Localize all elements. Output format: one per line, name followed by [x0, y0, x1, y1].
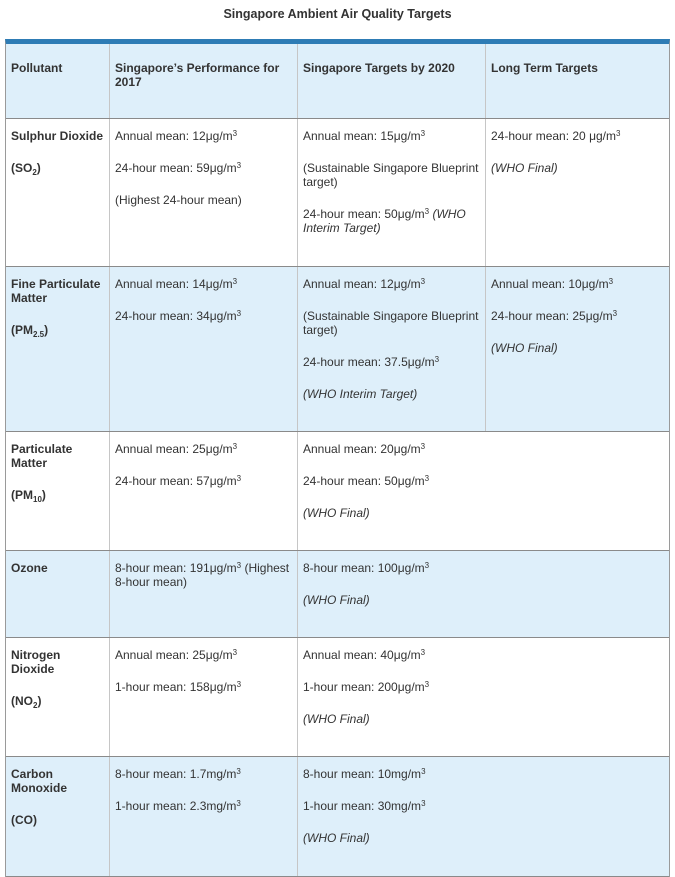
entry — [303, 277, 480, 291]
entry-text: 24-hour mean: 59μg/m — [115, 161, 237, 175]
entry-text: 1-hour mean: 2.3mg/m — [115, 799, 237, 813]
entry — [491, 161, 664, 175]
entry-superscript: 3 — [608, 277, 614, 286]
entry — [303, 161, 480, 189]
long-term-cell — [486, 119, 669, 266]
table-row — [6, 638, 669, 757]
entry — [115, 680, 292, 694]
entry-text: Annual mean: 12μg/m — [115, 129, 233, 143]
pollutant-cell — [6, 638, 110, 756]
header-pollutant: Pollutant — [6, 44, 110, 118]
entry-text: 8-hour mean: 1.7mg/m — [115, 767, 237, 781]
targets-2020-cell — [298, 551, 669, 637]
entry — [115, 442, 292, 456]
entry-text: Annual mean: 10μg/m — [491, 277, 609, 291]
table-row — [6, 119, 669, 267]
table-row — [6, 267, 669, 432]
entry-superscript: 3 — [615, 129, 621, 138]
entry-note: (WHO Final) — [303, 712, 370, 726]
entry — [303, 129, 480, 143]
entry-superscript: 3 — [236, 799, 241, 808]
performance-2017-cell — [110, 757, 298, 876]
entry-text: 24-hour mean: 57μg/m — [115, 474, 237, 488]
table-header-row — [6, 44, 669, 119]
entry — [115, 161, 292, 175]
entry-superscript: 3 — [236, 309, 242, 318]
entry-note: (WHO Final) — [303, 593, 370, 607]
pollutant-name: Particulate Matter — [11, 442, 73, 470]
entry-superscript: 3 — [236, 474, 242, 483]
entry-text: (Highest 24-hour mean) — [115, 193, 242, 207]
entry-text: 24-hour mean: 20 μg/m — [491, 129, 616, 143]
table-row — [6, 432, 669, 551]
entry-text: 1-hour mean: 30mg/m — [303, 799, 422, 813]
formula-subscript: 2 — [32, 168, 37, 177]
performance-2017-cell — [110, 432, 298, 550]
entry — [303, 474, 664, 488]
pollutant-name: Carbon Monoxide — [11, 767, 67, 795]
entry-text: 24-hour mean: 50μg/m — [303, 474, 425, 488]
entry-superscript: 3 — [434, 355, 440, 364]
entry — [303, 561, 664, 575]
table-row — [6, 757, 669, 877]
entry-superscript: 3 — [232, 442, 238, 451]
entry — [115, 561, 292, 589]
entry-text: 8-hour mean: 100μg/m — [303, 561, 425, 575]
formula-base: PM — [15, 488, 33, 502]
entry-note: (WHO Final) — [491, 341, 558, 355]
targets-2020-cell — [298, 119, 486, 266]
entry — [491, 277, 664, 291]
entry-superscript: 3 — [420, 129, 426, 138]
header-long-term: Long Term Targets — [491, 61, 598, 75]
entry — [303, 799, 664, 813]
header-performance-2017: Singapore’s Performance for 2017 — [110, 44, 298, 118]
air-quality-table — [5, 39, 670, 877]
entry — [303, 387, 480, 401]
entry-superscript: 3 — [424, 680, 430, 689]
targets-2020-cell — [298, 267, 486, 431]
header-targets-2020: Singapore Targets by 2020 — [298, 44, 486, 118]
entry — [303, 767, 664, 781]
pollutant-name: Nitrogen Dioxide — [11, 648, 61, 676]
pollutant-cell — [6, 119, 110, 266]
entry-text: 8-hour mean: 191μg/m — [115, 561, 237, 575]
pollutant-formula: $(SO_2)$ — [11, 161, 41, 177]
entry-text: 24-hour mean: 34μg/m — [115, 309, 237, 323]
entry — [115, 799, 292, 813]
pollutant-cell — [6, 432, 110, 550]
entry-note: (WHO Final) — [491, 161, 558, 175]
table-row — [6, 551, 669, 638]
targets-2020-cell — [298, 638, 669, 756]
performance-2017-cell — [110, 638, 298, 756]
entry-superscript: 3 — [236, 161, 242, 170]
entry — [115, 767, 292, 781]
pollutant-formula: $(NO_2)$ — [11, 694, 42, 710]
entry-superscript: 3 — [424, 474, 430, 483]
entry — [115, 648, 292, 662]
entry-superscript: 3 — [612, 309, 618, 318]
pollutant-formula: $(PM_{10})$ — [11, 488, 46, 504]
entry — [115, 474, 292, 488]
entry — [303, 648, 664, 662]
entry — [303, 680, 664, 694]
entry-superscript: 3 — [424, 561, 430, 570]
entry-superscript: 3 — [421, 767, 426, 776]
formula-subscript: 2.5 — [33, 330, 45, 339]
targets-2020-cell — [298, 432, 669, 550]
pollutant-formula: $(PM_{2.5})$ — [11, 323, 49, 339]
formula-subscript: 2 — [33, 701, 38, 710]
page-title: Singapore Ambient Air Quality Targets — [223, 7, 452, 21]
entry-text: Annual mean: 40μg/m — [303, 648, 421, 662]
entry-note: (WHO Final) — [303, 506, 370, 520]
long-term-cell — [486, 267, 669, 431]
entry — [303, 712, 664, 726]
pollutant-cell — [6, 267, 110, 431]
pollutant-cell — [6, 757, 110, 876]
entry — [303, 442, 664, 456]
entry-note: (WHO Final) — [303, 831, 370, 845]
entry-superscript: 3 — [232, 129, 238, 138]
pollutant-cell — [6, 551, 110, 637]
entry-superscript: 3 — [420, 442, 426, 451]
entry-superscript: 3 — [236, 767, 241, 776]
entry-text: Annual mean: 25μg/m — [115, 442, 233, 456]
entry-superscript: 3 — [420, 648, 426, 657]
targets-2020-cell — [298, 757, 669, 876]
entry-superscript: 3 — [420, 277, 426, 286]
entry — [115, 129, 292, 143]
entry-text: Annual mean: 25μg/m — [115, 648, 233, 662]
entry — [491, 129, 664, 143]
entry — [491, 341, 664, 355]
formula-base: PM — [15, 323, 33, 337]
entry — [115, 277, 292, 291]
entry — [115, 193, 292, 207]
entry-text: 24-hour mean: 37.5μg/m — [303, 355, 435, 369]
formula-subscript: 10 — [33, 495, 42, 504]
entry-superscript: 3 — [421, 799, 426, 808]
entry-text: Annual mean: 14μg/m — [115, 277, 233, 291]
formula-base: CO — [15, 813, 33, 827]
entry — [303, 207, 480, 235]
entry-superscript: 3 — [236, 680, 242, 689]
entry — [303, 506, 664, 520]
entry — [491, 309, 664, 323]
entry — [303, 355, 480, 369]
entry-superscript: 3 — [236, 561, 242, 570]
formula-base: NO — [15, 694, 33, 708]
performance-2017-cell — [110, 551, 298, 637]
pollutant-formula: (CO) — [11, 813, 37, 827]
entry-text: Annual mean: 15μg/m — [303, 129, 421, 143]
entry-text: 1-hour mean: 200μg/m — [303, 680, 425, 694]
entry-note: (WHO Interim Target) — [303, 387, 418, 401]
pollutant-name: Ozone — [11, 561, 48, 575]
entry-superscript: 3 — [424, 207, 430, 216]
entry-superscript: 3 — [232, 277, 238, 286]
entry — [303, 593, 664, 607]
entry-text: Annual mean: 20μg/m — [303, 442, 421, 456]
entry-text: 8-hour mean: 10mg/m — [303, 767, 422, 781]
entry — [115, 309, 292, 323]
table-body — [6, 119, 669, 877]
pollutant-name: Fine Particulate Matter — [11, 277, 101, 305]
entry-text: Annual mean: 12μg/m — [303, 277, 421, 291]
pollutant-name: Sulphur Dioxide — [11, 129, 104, 143]
entry-text: (Sustainable Singapore Blueprint target) — [303, 309, 479, 337]
entry-text: 24-hour mean: 50μg/m — [303, 207, 425, 221]
formula-base: SO — [15, 161, 33, 175]
entry-text: (Sustainable Singapore Blueprint target) — [303, 161, 479, 189]
entry — [303, 831, 664, 845]
performance-2017-cell — [110, 119, 298, 266]
entry — [303, 309, 480, 337]
performance-2017-cell — [110, 267, 298, 431]
entry-superscript: 3 — [232, 648, 238, 657]
entry-text: 24-hour mean: 25μg/m — [491, 309, 613, 323]
entry-note: (WHO Interim Target) — [303, 207, 466, 235]
entry-suffix: (Highest 8-hour mean) — [115, 561, 290, 589]
entry-text: 1-hour mean: 158μg/m — [115, 680, 237, 694]
